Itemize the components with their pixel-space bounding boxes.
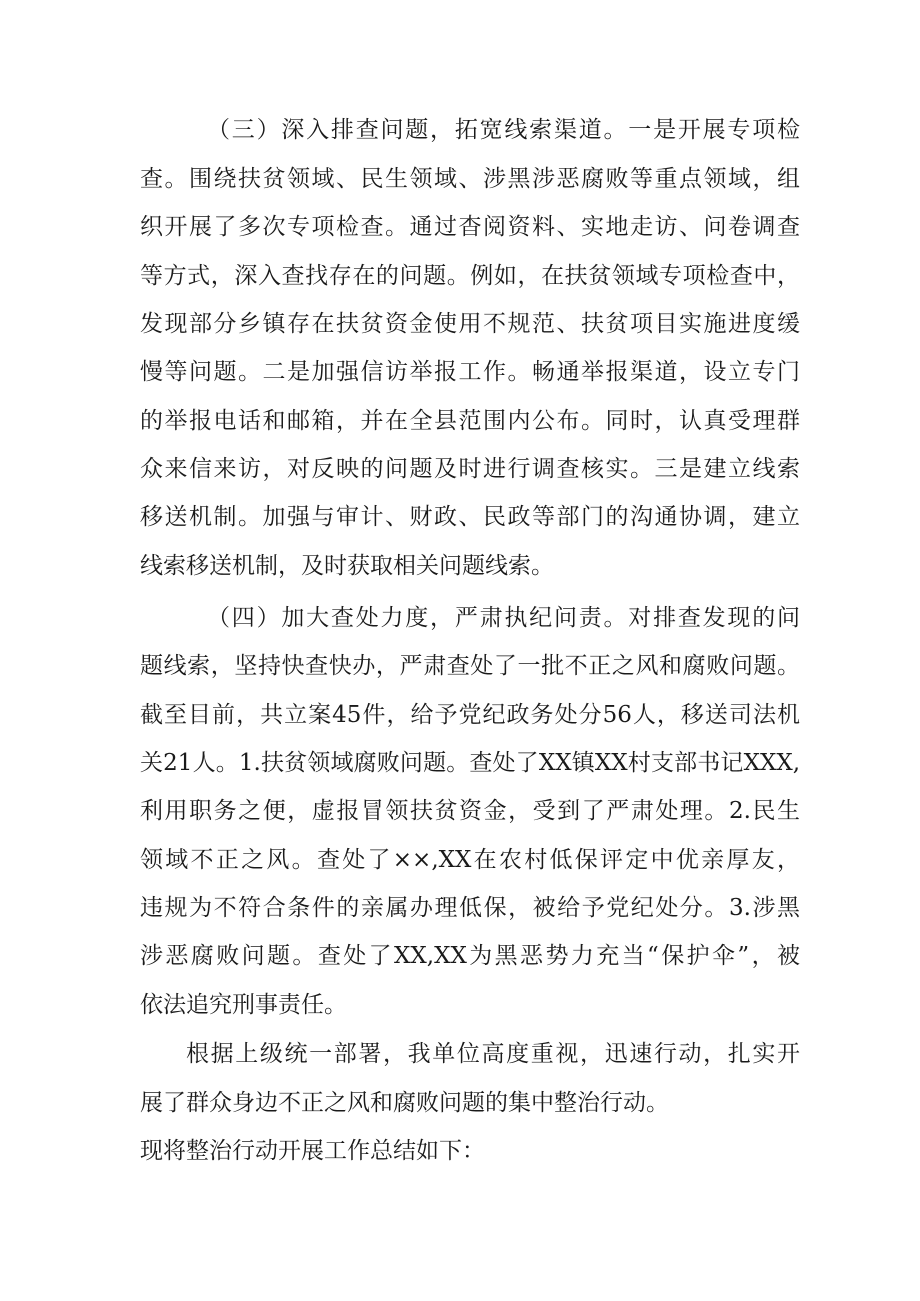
paragraph-4-line-3: 截至目前，共立案45件，给予党纪政务处分56人，移送司法机 <box>140 702 800 728</box>
paragraph-4-line-4: 关21人。1.扶贫领域腐败问题。查处了XX镇XX村支部书记XXX, <box>140 750 800 776</box>
paragraph-3-line-8: 众来信来访，对反映的问题及时进行调查核实。三是建立线索 <box>140 456 800 482</box>
paragraph-4-line-7: 违规为不符合条件的亲属办理低保，被给予党纪处分。3.涉黑 <box>140 895 800 921</box>
paragraph-4-line-1: （四）加大查处力度，严肃执纪问责。对排查发现的问 <box>207 605 800 631</box>
paragraph-3-line-3: 织开展了多次专项检查。通过杳阅资料、实地走访、问卷调查 <box>140 214 800 240</box>
paragraph-3-line-5: 发现部分乡镇存在扶贫资金使用不规范、扶贫项目实施进度缓 <box>140 311 800 337</box>
paragraph-3-line-4: 等方式，深入查找存在的问题。例如，在扶贫领域专项检查中， <box>140 263 800 289</box>
paragraph-3-line-10: 线索移送机制，及时获取相关问题线索。 <box>140 553 554 579</box>
paragraph-3-line-9: 移送机制。加强与审计、财政、民政等部门的沟通协调，建立 <box>140 504 800 530</box>
summary-paragraph-line-2: 展了群众身边不正之风和腐败问题的集中整治行动。 <box>140 1090 669 1116</box>
paragraph-4-line-9: 依法追究刑事责任。 <box>140 992 347 1018</box>
paragraph-3-line-7: 的举报电话和邮箱，并在全县范围内公布。同时，认真受理群 <box>140 408 800 434</box>
paragraph-4-line-8: 涉恶腐败问题。查处了XX,XX为黑恶势力充当“保护伞”，被 <box>140 943 800 969</box>
paragraph-3-line-1: （三）深入排查问题，拓宽线索渠道。一是开展专项检 <box>207 117 800 143</box>
paragraph-4-line-5: 利用职务之便，虚报冒领扶贫资金，受到了严肃处理。2.民生 <box>140 798 800 824</box>
paragraph-3-line-6: 慢等问题。二是加强信访举报工作。畅通举报渠道，设立专门 <box>140 359 800 385</box>
summary-paragraph-line-1: 根据上级统一部署，我单位高度重视，迅速行动，扎实开 <box>186 1041 800 1067</box>
paragraph-4-line-2: 题线索，坚持快查快办，严肃查处了一批不正之风和腐败问题。 <box>140 653 800 679</box>
paragraph-4-line-6: 领域不正之风。查处了××,XX在农村低保评定中优亲厚友， <box>140 847 800 873</box>
paragraph-3-line-2: 查。围绕扶贫领域、民生领域、涉黑涉恶腐败等重点领域，组 <box>140 166 800 192</box>
summary-intro-line: 现将整治行动开展工作总结如下： <box>140 1138 485 1164</box>
